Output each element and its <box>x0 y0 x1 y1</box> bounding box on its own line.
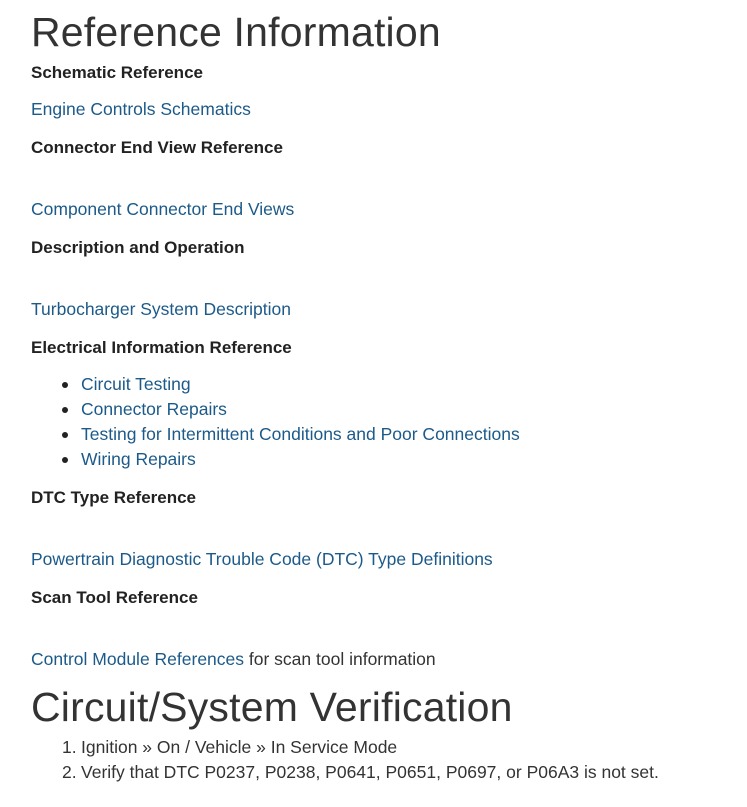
circuit-system-verification-heading: Circuit/System Verification <box>31 684 513 730</box>
verification-steps-list <box>31 739 659 789</box>
list-item <box>31 426 520 451</box>
electrical-reference-list <box>31 376 520 476</box>
list-item <box>31 451 520 476</box>
connector-end-view-reference-label: Connector End View Reference <box>31 138 283 157</box>
list-item <box>31 764 659 789</box>
testing-intermittent-conditions-link[interactable]: Testing for Intermittent Conditions and Poor Connections <box>81 424 520 444</box>
engine-controls-schematics-link[interactable]: Engine Controls Schematics <box>31 99 251 119</box>
connector-repairs-link[interactable]: Connector Repairs <box>81 399 227 419</box>
circuit-testing-link[interactable]: Circuit Testing <box>81 374 191 394</box>
scan-tool-reference-label: Scan Tool Reference <box>31 588 198 607</box>
bullet-icon <box>62 457 68 463</box>
list-item <box>31 739 659 764</box>
list-item <box>31 376 520 401</box>
bullet-icon <box>62 382 68 388</box>
electrical-information-reference-label: Electrical Information Reference <box>31 338 292 357</box>
description-and-operation-label: Description and Operation <box>31 238 245 257</box>
scan-tool-info-text: for scan tool information <box>244 649 436 669</box>
step-number: 1. <box>62 737 77 757</box>
bullet-icon <box>62 407 68 413</box>
step-number: 2. <box>62 762 77 782</box>
control-module-references-link[interactable]: Control Module References <box>31 649 245 669</box>
wiring-repairs-link[interactable]: Wiring Repairs <box>81 449 196 469</box>
step-text: Verify that DTC P0237, P0238, P0641, P0651, P0697, or P06A3 is not set. <box>81 762 659 782</box>
dtc-type-definitions-link[interactable]: Powertrain Diagnostic Trouble Code (DTC) Type Definitions <box>31 549 493 569</box>
bullet-icon <box>62 432 68 438</box>
schematic-reference-label: Schematic Reference <box>31 63 203 82</box>
dtc-type-reference-label: DTC Type Reference <box>31 488 197 507</box>
reference-information-heading: Reference Information <box>31 9 441 55</box>
scan-tool-reference-line <box>31 651 436 669</box>
step-text: Ignition » On / Vehicle » In Service Mode <box>81 737 398 757</box>
component-connector-end-views-link[interactable]: Component Connector End Views <box>31 199 295 219</box>
turbocharger-system-description-link[interactable]: Turbocharger System Description <box>31 299 292 319</box>
list-item <box>31 401 520 426</box>
